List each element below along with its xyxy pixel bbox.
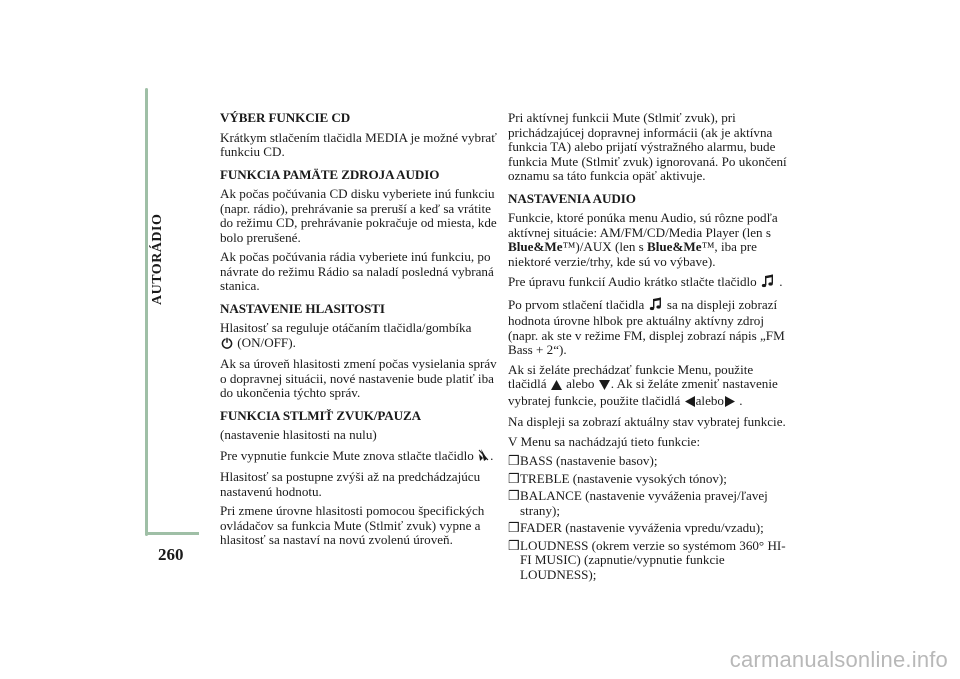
text: .: [490, 447, 494, 463]
triangle-right-icon: [725, 396, 735, 411]
heading-cd-select: VÝBER FUNKCIE CD: [220, 110, 351, 125]
text: sa na displeji zobrazí hodnota úrovne hlbok pre aktuálny aktívny zdroj (napr. ak ste v režime FM, displej zobrazí nápis „FM Bass + 2“).: [508, 296, 785, 357]
text: Pre úpravu funkcií Audio krátko stlačte tlačidlo: [508, 274, 757, 289]
paragraph: Pri aktívnej funkcii Mute (Stlmiť zvuk), pri prichádzajúcej dopravnej informácii (ak je aktívna funkcia TA) alebo prijatí výstražného alarmu, bude funkcia Mute (Stlmiť zvuk) ignorovaná. Po ukončení oznamu sa táto funkcia opäť aktivuje.: [508, 110, 787, 183]
watermark: carmanualsonline.info: [729, 647, 948, 672]
paragraph-audio-button: [508, 274, 794, 292]
list-item-text: FADER (nastavenie vyváženia vpredu/vzadu);: [520, 520, 764, 535]
list-item: [508, 539, 794, 583]
list-item-text: BASS (nastavenie basov);: [520, 453, 658, 468]
heading-volume: NASTAVENIE HLASITOSTI: [220, 300, 385, 316]
triangle-left-icon: [685, 396, 695, 411]
paragraph: (nastavenie hlasitosti na nulu): [220, 427, 377, 442]
bullet-marker: ❒: [508, 470, 520, 486]
paragraph-audio-menu: [508, 211, 794, 269]
paragraph: Krátkym stlačením tlačidla MEDIA je možné vybrať funkciu CD.: [220, 129, 497, 159]
text: (ON/OFF).: [237, 334, 296, 350]
bullet-list: [508, 454, 794, 582]
text: . Ak si želáte zmeniť nastavenie vybratej funkcie, použite tlačidlá: [508, 376, 778, 408]
list-item: [508, 489, 794, 518]
heading-audio-settings: NASTAVENIA AUDIO: [508, 190, 636, 206]
bullet-marker: ❒: [508, 537, 520, 553]
paragraph-navigation: [508, 363, 794, 411]
paragraph: Ak sa úroveň hlasitosti zmení počas vysielania správ o dopravnej situácii, nové nastavenie bude platiť iba do ukončenia týchto správ.: [220, 356, 497, 400]
list-item: [508, 472, 794, 487]
music-note-icon: [649, 297, 663, 315]
section-side-rule: [145, 88, 148, 536]
paragraph-mute-button: [220, 448, 502, 466]
text: .: [739, 392, 743, 408]
text: Pre vypnutie funkcie Mute znova stlačte tlačidlo: [220, 447, 474, 463]
text: alebo: [566, 376, 595, 391]
paragraph: V Menu sa nachádzajú tieto funkcie:: [508, 433, 701, 449]
paragraph-first-press: [508, 297, 794, 358]
paragraph-volume-knob: [220, 321, 502, 352]
paragraph: Na displeji sa zobrazí aktuálny stav vybratej funkcie.: [508, 414, 786, 429]
heading-mute: FUNKCIA STLMIŤ ZVUK/PAUZA: [220, 407, 421, 423]
list-item-text: TREBLE (nastavenie vysokých tónov);: [520, 470, 727, 486]
text: ™)/AUX (len s: [562, 239, 644, 254]
text: Ak si želáte prechádzať funkcie Menu, použite tlačidlá: [508, 361, 754, 391]
bullet-marker: ❒: [508, 488, 520, 503]
text: Hlasitosť sa reguluje otáčaním tlačidla/gombíka: [220, 320, 472, 335]
section-title: AUTORÁDIO: [150, 213, 165, 305]
paragraph: Hlasitosť sa postupne zvýši až na predchádzajúcu nastavenú hodnotu.: [220, 469, 481, 499]
right-column: [508, 111, 794, 585]
brand-text: Blue&Me: [508, 239, 563, 254]
triangle-up-icon: [551, 379, 562, 394]
list-item-text: BALANCE (nastavenie vyváženia pravej/ľavej strany);: [520, 488, 768, 518]
section-side-rule-foot: [145, 532, 199, 535]
power-knob-icon: [221, 337, 233, 353]
text: Funkcie, ktoré ponúka menu Audio, sú rôzne podľa aktívnej situácie: AM/FM/CD/Media Player (len s: [508, 210, 778, 240]
list-item-text: LOUDNESS (okrem verzie so systémom 360° HI-FI MUSIC) (zapnutie/vypnutie funkcie LOUDNESS);: [520, 537, 786, 582]
text: ™, iba pre niektoré verzie/trhy, kde sú vo výbave).: [508, 239, 757, 269]
left-column: [220, 111, 502, 553]
text: Po prvom stlačení tlačidla: [508, 296, 645, 312]
heading-audio-memory: FUNKCIA PAMÄTE ZDROJA AUDIO: [220, 166, 440, 182]
bullet-marker: ❒: [508, 520, 520, 535]
list-item: [508, 454, 794, 469]
bullet-marker: ❒: [508, 453, 520, 468]
text: .: [779, 274, 783, 289]
paragraph: Pri zmene úrovne hlasitosti pomocou špecifických ovládačov sa funkcia Mute (Stlmiť zvuk) vypne a hlasitosť sa nastaví na novú zvolenú úroveň.: [220, 503, 485, 547]
brand-text: Blue&Me: [647, 239, 702, 254]
paragraph: Ak počas počúvania CD disku vyberiete inú funkciu (napr. rádio), prehrávanie sa preruší a keď sa vrátite do režimu CD, prehrávanie pokračuje od miesta, kde bolo prerušené.: [220, 186, 497, 245]
page-number: 260: [158, 545, 184, 564]
text: alebo: [695, 392, 724, 408]
mute-icon: [478, 448, 489, 466]
list-item: [508, 521, 794, 536]
music-note-icon: [761, 274, 775, 292]
triangle-down-icon: [599, 379, 610, 394]
paragraph: Ak počas počúvania rádia vyberiete inú funkciu, po návrate do režimu Rádio sa naladí posledná vybraná stanica.: [220, 249, 494, 293]
